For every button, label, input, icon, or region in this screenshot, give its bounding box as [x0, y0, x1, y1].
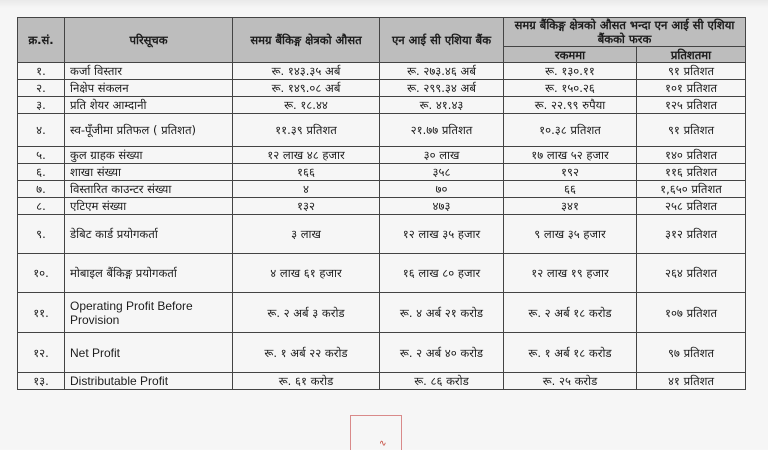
table-row: [18, 147, 746, 164]
row-difference-amount: १०.३८ प्रतिशत: [504, 114, 637, 147]
row-difference-amount: रू. २ अर्ब १८ करोड: [504, 293, 637, 333]
row-difference-amount: १९२: [504, 164, 637, 181]
top-shadow: [0, 0, 768, 8]
row-difference-amount: ३४१: [504, 198, 637, 215]
row-nic-asia: रू. ४१.४३: [380, 97, 504, 114]
row-nic-asia: ७०: [380, 181, 504, 198]
row-nic-asia: २१.७७ प्रतिशत: [380, 114, 504, 147]
table-row: [18, 80, 746, 97]
header-nic-asia: एन आई सी एशिया बैंक: [380, 18, 504, 63]
table-row: [18, 333, 746, 373]
row-sn: ११.: [18, 293, 65, 333]
row-sector-average: १२ लाख ४८ हजार: [233, 147, 380, 164]
table-row: [18, 373, 746, 390]
row-difference-percent: २६४ प्रतिशत: [637, 254, 746, 293]
row-indicator: निक्षेप संकलन: [65, 80, 233, 97]
row-indicator: एटिएम संख्या: [65, 198, 233, 215]
row-difference-percent: १४० प्रतिशत: [637, 147, 746, 164]
table-row: [18, 198, 746, 215]
row-sn: ७.: [18, 181, 65, 198]
row-indicator: Operating Profit Before Provision: [65, 293, 233, 333]
row-nic-asia: रू. २९९.३४ अर्ब: [380, 80, 504, 97]
row-sn: ३.: [18, 97, 65, 114]
row-indicator: Net Profit: [65, 333, 233, 373]
row-sector-average: ३ लाख: [233, 215, 380, 254]
row-sn: ८.: [18, 198, 65, 215]
row-sn: ६.: [18, 164, 65, 181]
table-row: [18, 181, 746, 198]
row-sector-average: ४ लाख ६१ हजार: [233, 254, 380, 293]
row-difference-percent: ३१२ प्रतिशत: [637, 215, 746, 254]
row-difference-amount: रू. १ अर्ब १८ करोड: [504, 333, 637, 373]
header-difference: समग्र बैंकिङ्ग क्षेत्रको औसत भन्दा एन आई सी एशिया बैंकको फरक: [504, 18, 746, 47]
row-difference-percent: ९७ प्रतिशत: [637, 333, 746, 373]
table-row: [18, 63, 746, 80]
row-indicator: प्रति शेयर आम्दानी: [65, 97, 233, 114]
row-sn: ९.: [18, 215, 65, 254]
row-indicator: कुल ग्राहक संख्या: [65, 147, 233, 164]
row-difference-amount: रू. १३०.११: [504, 63, 637, 80]
row-indicator: विस्तारित काउन्टर संख्या: [65, 181, 233, 198]
table-row: [18, 254, 746, 293]
header-amount: रकममा: [504, 47, 637, 63]
row-sn: १२.: [18, 333, 65, 373]
highlight-box: [350, 415, 402, 450]
header-percent: प्रतिशतमा: [637, 47, 746, 63]
row-sector-average: ४: [233, 181, 380, 198]
row-nic-asia: १६ लाख ८० हजार: [380, 254, 504, 293]
row-sector-average: रू. १४३.३५ अर्ब: [233, 63, 380, 80]
row-indicator: कर्जा विस्तार: [65, 63, 233, 80]
row-difference-amount: १२ लाख १९ हजार: [504, 254, 637, 293]
row-sector-average: १६६: [233, 164, 380, 181]
row-sn: २.: [18, 80, 65, 97]
table-row: [18, 215, 746, 254]
row-sector-average: रू. १४९.०८ अर्ब: [233, 80, 380, 97]
row-difference-amount: रू. २२.९९ रुपैया: [504, 97, 637, 114]
row-indicator: Distributable Profit: [65, 373, 233, 390]
row-sector-average: रू. १ अर्ब २२ करोड: [233, 333, 380, 373]
row-indicator: डेबिट कार्ड प्रयोगकर्ता: [65, 215, 233, 254]
row-nic-asia: १२ लाख ३५ हजार: [380, 215, 504, 254]
row-nic-asia: ३५८: [380, 164, 504, 181]
header-indicator: परिसूचक: [65, 18, 233, 63]
row-nic-asia: ४७३: [380, 198, 504, 215]
table-row: [18, 293, 746, 333]
table-row: [18, 164, 746, 181]
row-sn: १३.: [18, 373, 65, 390]
row-difference-amount: रू. २५ करोड: [504, 373, 637, 390]
row-difference-amount: ९ लाख ३५ हजार: [504, 215, 637, 254]
row-difference-percent: १२५ प्रतिशत: [637, 97, 746, 114]
row-difference-amount: ६६: [504, 181, 637, 198]
row-sector-average: १३२: [233, 198, 380, 215]
row-sector-average: रू. ६१ करोड: [233, 373, 380, 390]
row-nic-asia: ३० लाख: [380, 147, 504, 164]
row-difference-percent: २५८ प्रतिशत: [637, 198, 746, 215]
row-difference-percent: १०७ प्रतिशत: [637, 293, 746, 333]
comparison-table: [17, 17, 746, 390]
row-difference-percent: ११६ प्रतिशत: [637, 164, 746, 181]
row-difference-percent: ९१ प्रतिशत: [637, 114, 746, 147]
table-row: [18, 114, 746, 147]
header-sn: क्र.सं.: [18, 18, 65, 63]
row-indicator: स्व-पूँजीमा प्रतिफल ( प्रतिशत): [65, 114, 233, 147]
row-indicator: मोबाइल बैंकिङ्ग प्रयोगकर्ता: [65, 254, 233, 293]
table-row: [18, 97, 746, 114]
row-difference-amount: रू. १५०.२६: [504, 80, 637, 97]
row-nic-asia: रू. २७३.४६ अर्ब: [380, 63, 504, 80]
row-sector-average: रू. २ अर्ब ३ करोड: [233, 293, 380, 333]
row-difference-percent: ४१ प्रतिशत: [637, 373, 746, 390]
row-sn: ४.: [18, 114, 65, 147]
row-difference-amount: १७ लाख ५२ हजार: [504, 147, 637, 164]
row-nic-asia: रू. ४ अर्ब २१ करोड: [380, 293, 504, 333]
row-sn: १०.: [18, 254, 65, 293]
red-annotation-mark: ∿: [379, 439, 387, 449]
row-nic-asia: रू. ८६ करोड: [380, 373, 504, 390]
row-difference-percent: १,६५० प्रतिशत: [637, 181, 746, 198]
row-sn: १.: [18, 63, 65, 80]
row-difference-percent: १०१ प्रतिशत: [637, 80, 746, 97]
row-sn: ५.: [18, 147, 65, 164]
row-sector-average: रू. १८.४४: [233, 97, 380, 114]
row-indicator: शाखा संख्या: [65, 164, 233, 181]
table-body: [18, 63, 746, 390]
row-difference-percent: ९१ प्रतिशत: [637, 63, 746, 80]
header-sector-average: समग्र बैंकिङ्ग क्षेत्रको औसत: [233, 18, 380, 63]
row-sector-average: ११.३९ प्रतिशत: [233, 114, 380, 147]
row-nic-asia: रू. २ अर्ब ४० करोड: [380, 333, 504, 373]
